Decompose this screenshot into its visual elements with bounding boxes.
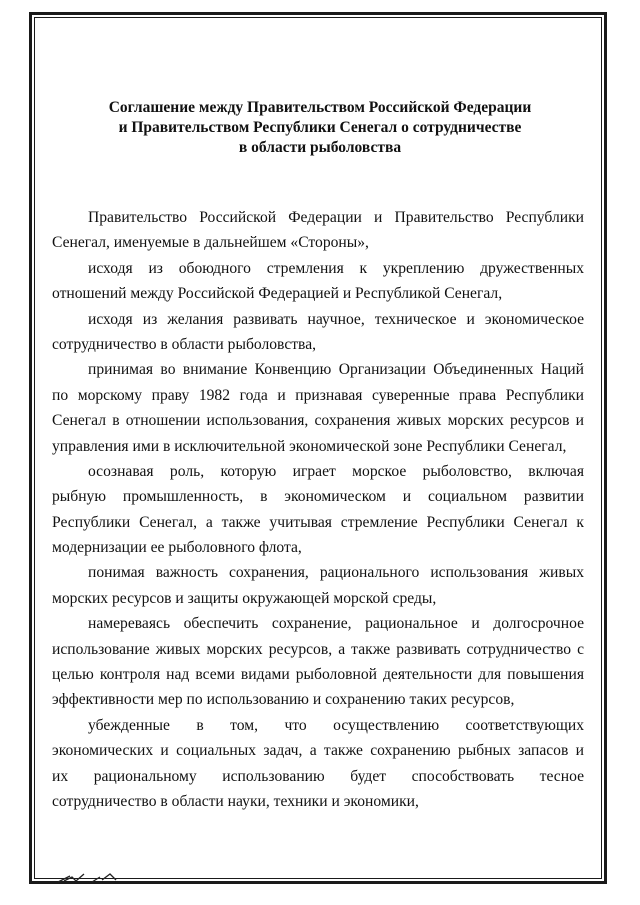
text-line: Сенегал в отношении использования, сохранения живых морских ресурсов и xyxy=(52,412,584,430)
text-line: Республики Сенегал, а также учитывая стремление Республики Сенегал к xyxy=(52,513,584,531)
text-line: осознавая роль, которую играет морское рыболовство, включая xyxy=(88,462,584,480)
text-line: использование живых морских ресурсов, а также развивать сотрудничество с xyxy=(52,640,584,658)
title-line: в области рыболовства xyxy=(238,139,402,156)
text-line: сотрудничество в области рыболовства, xyxy=(52,335,317,353)
text-line: их рациональному использованию будет способствовать тесное xyxy=(52,767,584,785)
text-line: отношений между Российской Федерацией и Республикой Сенегал, xyxy=(52,285,503,303)
title-line: Соглашение между Правительством Российской Федерации xyxy=(108,99,532,116)
document-body xyxy=(52,205,584,814)
text-line: Правительство Российской Федерации и Правительство Республики xyxy=(88,209,584,226)
text-line: модернизации ее рыболовного флота, xyxy=(52,539,302,557)
text-line: убежденные в том, что осуществлению соответствующих xyxy=(88,716,584,734)
title-line: и Правительством Республики Сенегал о сотрудничестве xyxy=(118,119,522,136)
text-line: целью контроля над всеми видами рыболовной деятельности для повышения xyxy=(52,666,584,684)
text-line: понимая важность сохранения, рационального использования живых xyxy=(88,564,584,582)
text-line: морских ресурсов и защиты окружающей морской среды, xyxy=(52,589,437,607)
document-title xyxy=(70,98,570,158)
text-line: намереваясь обеспечить сохранение, рациональное и долгосрочное xyxy=(88,615,584,633)
text-line: исходя из обоюдного стремления к укреплению дружественных xyxy=(88,259,584,277)
text-line: рыбную промышленность, в экономическом и социальном развитии xyxy=(52,488,584,506)
text-line: по морскому праву 1982 года и признавая суверенные права Республики xyxy=(52,386,584,404)
initials-mark xyxy=(40,868,140,888)
text-line: экономических и социальных задач, а также сохранению рыбных запасов и xyxy=(52,742,584,760)
text-line: эффективности мер по использованию и сохранению таких ресурсов, xyxy=(52,691,515,709)
text-line: сотрудничество в области науки, техники и экономики, xyxy=(52,792,419,810)
text-line: Сенегал, именуемые в дальнейшем «Стороны», xyxy=(52,234,369,252)
text-line: принимая во внимание Конвенцию Организации Объединенных Наций xyxy=(88,361,584,379)
text-line: исходя из желания развивать научное, техническое и экономическое xyxy=(88,310,584,328)
text-line: управления ими в исключительной экономической зоне Республики Сенегал, xyxy=(52,437,567,455)
